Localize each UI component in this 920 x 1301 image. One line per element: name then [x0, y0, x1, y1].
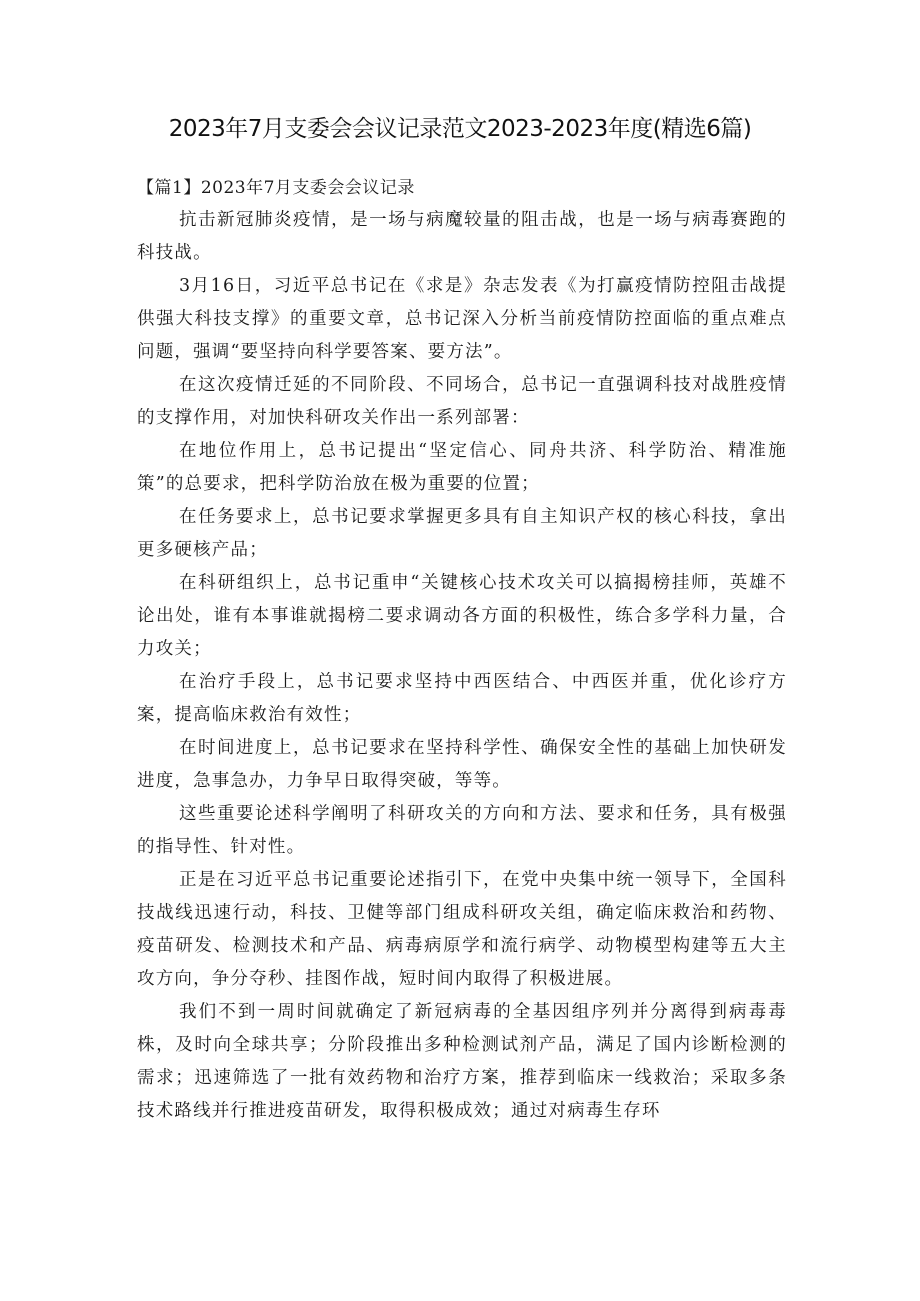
- paragraph: 3月16日，习近平总书记在《求是》杂志发表《为打赢疫情防控阻击战提供强大科技支撑》的重要文章，总书记深入分析当前疫情防控面临的重点难点问题，强调“要坚持向科学要答案、要方法”。: [137, 276, 787, 362]
- document-body: [137, 172, 787, 1128]
- paragraph: 抗击新冠肺炎疫情，是一场与病魔较量的阻击战，也是一场与病毒赛跑的科技战。: [137, 210, 787, 263]
- paragraph: 在任务要求上，总书记要求掌握更多具有自主知识产权的核心科技，拿出更多硬核产品；: [137, 507, 787, 560]
- section-heading: 【篇1】2023年7月支委会会议记录: [137, 178, 415, 198]
- paragraph: 在地位作用上，总书记提出“坚定信心、同舟共济、科学防治、精准施策”的总要求，把科学防治放在极为重要的位置；: [137, 441, 787, 494]
- paragraph: 在治疗手段上，总书记要求坚持中西医结合、中西医并重，优化诊疗方案，提高临床救治有效性；: [137, 672, 787, 725]
- paragraph: 正是在习近平总书记重要论述指引下，在党中央集中统一领导下，全国科技战线迅速行动，科技、卫健等部门组成科研攻关组，确定临床救治和药物、疫苗研发、检测技术和产品、病毒病原学和流行病学、动物模型构建等五大主攻方向，争分夺秒、挂图作战，短时间内取得了积极进展。: [137, 870, 787, 989]
- paragraph: 这些重要论述科学阐明了科研攻关的方向和方法、要求和任务，具有极强的指导性、针对性。: [137, 804, 787, 857]
- paragraph: 我们不到一周时间就确定了新冠病毒的全基因组序列并分离得到病毒毒株，及时向全球共享；分阶段推出多种检测试剂产品，满足了国内诊断检测的需求；迅速筛选了一批有效药物和治疗方案，推荐到临床一线救治；采取多条技术路线并行推进疫苗研发，取得积极成效；通过对病毒生存环: [137, 1002, 787, 1121]
- document-title: 2023年7月支委会会议记录范文2023-2023年度(精选6篇): [168, 116, 752, 142]
- paragraph: 在这次疫情迁延的不同阶段、不同场合，总书记一直强调科技对战胜疫情的支撑作用，对加快科研攻关作出一系列部署：: [137, 375, 787, 428]
- paragraph: 在时间进度上，总书记要求在坚持科学性、确保安全性的基础上加快研发进度，急事急办，力争早日取得突破，等等。: [137, 738, 787, 791]
- paragraph: 在科研组织上，总书记重申“关键核心技术攻关可以搞揭榜挂师，英雄不论出处，谁有本事谁就揭榜二要求调动各方面的积极性，练合多学科力量，合力攻关；: [137, 573, 787, 659]
